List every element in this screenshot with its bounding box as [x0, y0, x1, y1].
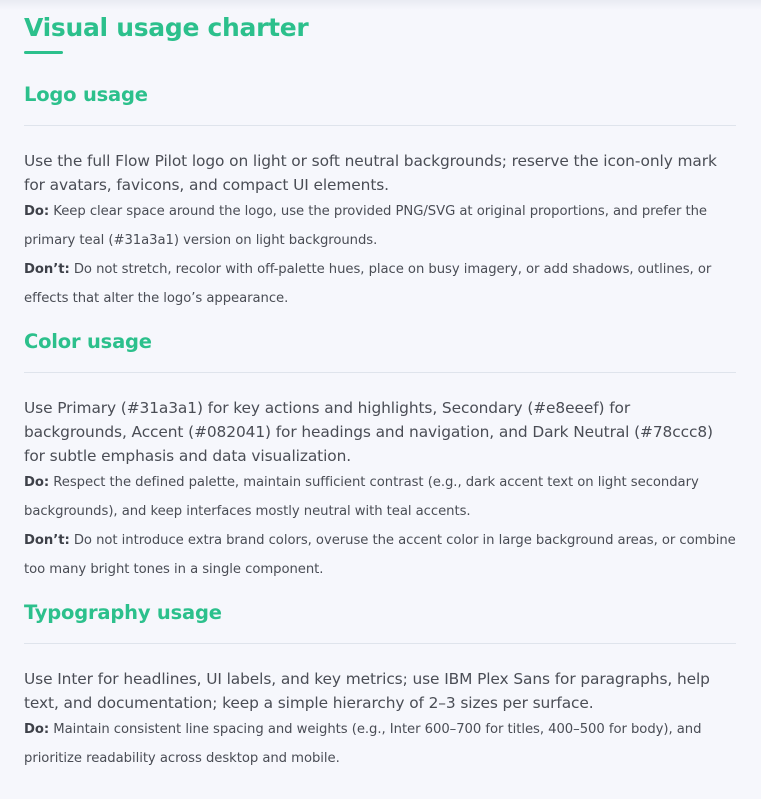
section-divider — [24, 125, 736, 126]
section-lead-text: Use Inter for headlines, UI labels, and key metrics; use IBM Plex Sans for paragraphs, help text, and documentation; keep a simple hierarchy of 2–3 sizes per surface. — [24, 670, 710, 712]
do-label: Do: — [24, 475, 50, 490]
do-guideline — [24, 715, 736, 773]
section-lead-text: Use the full Flow Pilot logo on light or soft neutral backgrounds; reserve the icon-only mark for avatars, favicons, and compact UI elements. — [24, 152, 717, 194]
do-text: Maintain consistent line spacing and weights (e.g., Inter 600–700 for titles, 400–500 for body), and prioritize readability across desktop and mobile. — [24, 722, 702, 766]
section-typography-usage — [24, 600, 736, 773]
section-heading-color: Color usage — [24, 330, 152, 353]
do-guideline — [24, 197, 736, 255]
section-lead-text: Use Primary (#31a3a1) for key actions and highlights, Secondary (#e8eeef) for backgrounds, Accent (#082041) for headings and navigation, and Dark Neutral (#78ccc8) for subtle emphasis and data visualization. — [24, 399, 713, 465]
dont-guideline — [24, 255, 736, 313]
section-heading-typography: Typography usage — [24, 601, 222, 624]
dont-guideline — [24, 526, 736, 584]
dont-text: Do not stretch, recolor with off-palette hues, place on busy imagery, or add shadows, outlines, or effects that alter the logo’s appearance. — [24, 262, 712, 306]
do-text: Keep clear space around the logo, use the provided PNG/SVG at original proportions, and prefer the primary teal (#31a3a1) version on light backgrounds. — [24, 204, 707, 248]
title-underline — [24, 51, 63, 54]
do-guideline — [24, 468, 736, 526]
dont-text: Do not introduce extra brand colors, overuse the accent color in large background areas, or combine too many bright tones in a single component. — [24, 533, 736, 577]
do-label: Do: — [24, 204, 50, 219]
do-label: Do: — [24, 722, 50, 737]
top-shadow — [0, 0, 761, 10]
do-text: Respect the defined palette, maintain sufficient contrast (e.g., dark accent text on light secondary backgrounds), and keep interfaces mostly neutral with teal accents. — [24, 475, 699, 519]
section-heading-logo: Logo usage — [24, 83, 148, 106]
section-logo-usage — [24, 82, 736, 313]
dont-label: Don’t: — [24, 262, 70, 277]
page-title: Visual usage charter — [24, 13, 309, 42]
section-color-usage — [24, 329, 736, 584]
section-divider — [24, 643, 736, 644]
charter-page — [24, 12, 736, 773]
section-divider — [24, 372, 736, 373]
dont-label: Don’t: — [24, 533, 70, 548]
